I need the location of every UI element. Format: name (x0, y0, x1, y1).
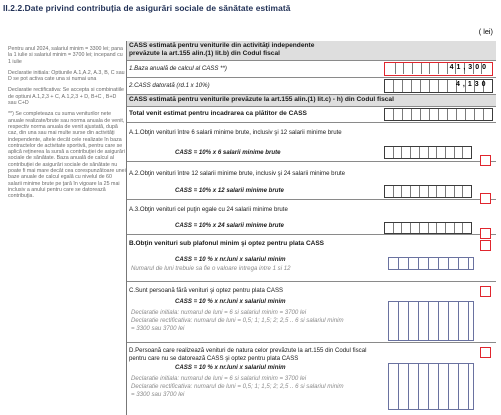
c-checkbox[interactable] (480, 286, 491, 297)
sec1-row2-label: 2.CASS datorată (rd.1 x 10%) (129, 82, 210, 89)
d-label-line2: pentru care nu se datorează CASS şi optez pentru plata CASS (129, 355, 299, 362)
sec1-header (127, 41, 496, 61)
sec2-header (127, 95, 496, 107)
section-title: II.2.2.Date privind contribuția de asigurări sociale de sănătate estimată (3, 3, 291, 13)
total-label: Total venit estimat pentru incadrarea ca plătitor de CASS (129, 110, 307, 117)
d-amount-field[interactable] (388, 363, 474, 410)
note-footnote: **) Se completeaza cu suma veniturilor nete anuale realizate/brute sau norma anuala de venit, respectiv norma anuala de venit ajustată, după caz, din una sau mai multe surse din activităţi independente, altele decât cele realizate în baza contractelor de activitate sportivă, pentru care se aplică reţinerea la sursă a contribuţiei de asigurări sociale de sănătate. Baza anuală de calcul al contribuţiei de asigurări sociale de sănătate nu poate fi mai mare decât cea corespunzătoare unei baze anuale de calcul egală cu nivelul de 60 salarii minime brute pe ţară în vigoare la 25 mai inclusiv a anului pentru care se datorează contribuţia. (8, 111, 126, 200)
c-formula: CASS = 10 % x nr.luni x salariul minim (175, 298, 286, 305)
d-note2: Declaratie rectificativa: numarul de luni = 0,5; 1; 1,5; 2; 2,5 .. 6 si salariul minim (131, 383, 344, 390)
total-cells[interactable] (384, 108, 493, 121)
b-formula: CASS = 10 % x nr.luni x salariul minim (175, 256, 286, 263)
a1-label: A.1.Obţin venituri între 6 salarii minime brute, inclusiv şi 12 salarii minime brute (129, 129, 342, 136)
currency-unit: ( lei) (478, 27, 493, 36)
a2-formula: CASS = 10% x 12 salarii minime brute (175, 187, 284, 194)
sec1-heading-line2: prevăzute la art.155 alin.(1) lit.b) din Codul fiscal (129, 50, 280, 57)
base-calc-value: 41,300 (449, 64, 489, 71)
note-rectifying-declaration: Declaratie rectificativa: Se accepta si combinatiile de optiuni A.1,2,3 + C, A.1,2,3 + D, B+C , B+D sau C+D (8, 87, 124, 107)
a1-formula: CASS = 10% x 6 salarii minime brute (175, 149, 281, 156)
c-note3: = 3300 sau 3700 lei (131, 325, 185, 332)
d-checkbox[interactable] (480, 347, 491, 358)
sec2-heading: CASS estimată pentru veniturile prevăzute la art.155 alin.(1) lit.c) - h) din Codul fiscal (129, 96, 394, 103)
c-label: C.Sunt persoană fără venituri şi optez pentru plata CASS (129, 287, 284, 294)
sec1-row1-label: 1.Baza anuală de calcul al CASS **) (129, 65, 227, 72)
b-note: Numarul de luni trebuie sa fie o valoare intrega intre 1 si 12 (131, 265, 291, 272)
c-note2: Declaratie rectificativa: numarul de luni = 0,5; 1; 1,5; 2; 2,5 .. 6 si salariul minim (131, 317, 344, 324)
b-checkbox[interactable] (480, 240, 491, 251)
a3-formula: CASS = 10% x 24 salarii minime brute (175, 222, 284, 229)
a3-cells (384, 222, 472, 234)
cass-due-value: 4,130 (456, 81, 489, 88)
a2-label: A.2.Obţin venituri între 12 salarii minime brute, inclusiv şi 24 salarii minime brute (129, 170, 346, 177)
b-label: B.Obţin venituri sub plafonul minim şi optez pentru plata CASS (129, 240, 325, 247)
c-amount-field[interactable] (388, 301, 474, 341)
d-formula: CASS = 10 % x nr.luni x salariul minim (175, 364, 286, 371)
note-min-salary: Pentru anul 2024, salariul minim = 3300 lei; pana la 1 iulie si salariul minim = 3700 lei; incepand cu 1 iulie (8, 46, 123, 65)
a1-cells (384, 146, 472, 159)
d-note1: Declaratie initiala: numarul de luni = 6 si salariul minim = 3700 lei (131, 375, 307, 382)
d-note3: = 3300 sau 3700 lei (131, 391, 185, 398)
left-notes (8, 46, 126, 203)
c-note1: Declaratie initiala: numarul de luni = 6 si salariul minim = 3700 lei (131, 309, 307, 316)
sec1-heading-line1: CASS estimată pentru veniturile din activităţi independente (129, 42, 315, 49)
a2-cells (384, 185, 472, 198)
note-initial-declaration: Declaratie initiala: Optiunile A.1,A.2, A.3, B, C sau D se pot activa cate una si numai una (8, 69, 125, 83)
d-label-line1: D.Persoană care realizează venituri de natura celor prevăzute la art.155 din Codul fiscal (129, 347, 367, 354)
base-calc-input[interactable] (384, 62, 493, 76)
a3-label: A.3.Obţin venituri cel puţin egale cu 24 salarii minime brute (129, 206, 288, 213)
b-amount-field[interactable] (388, 257, 474, 270)
